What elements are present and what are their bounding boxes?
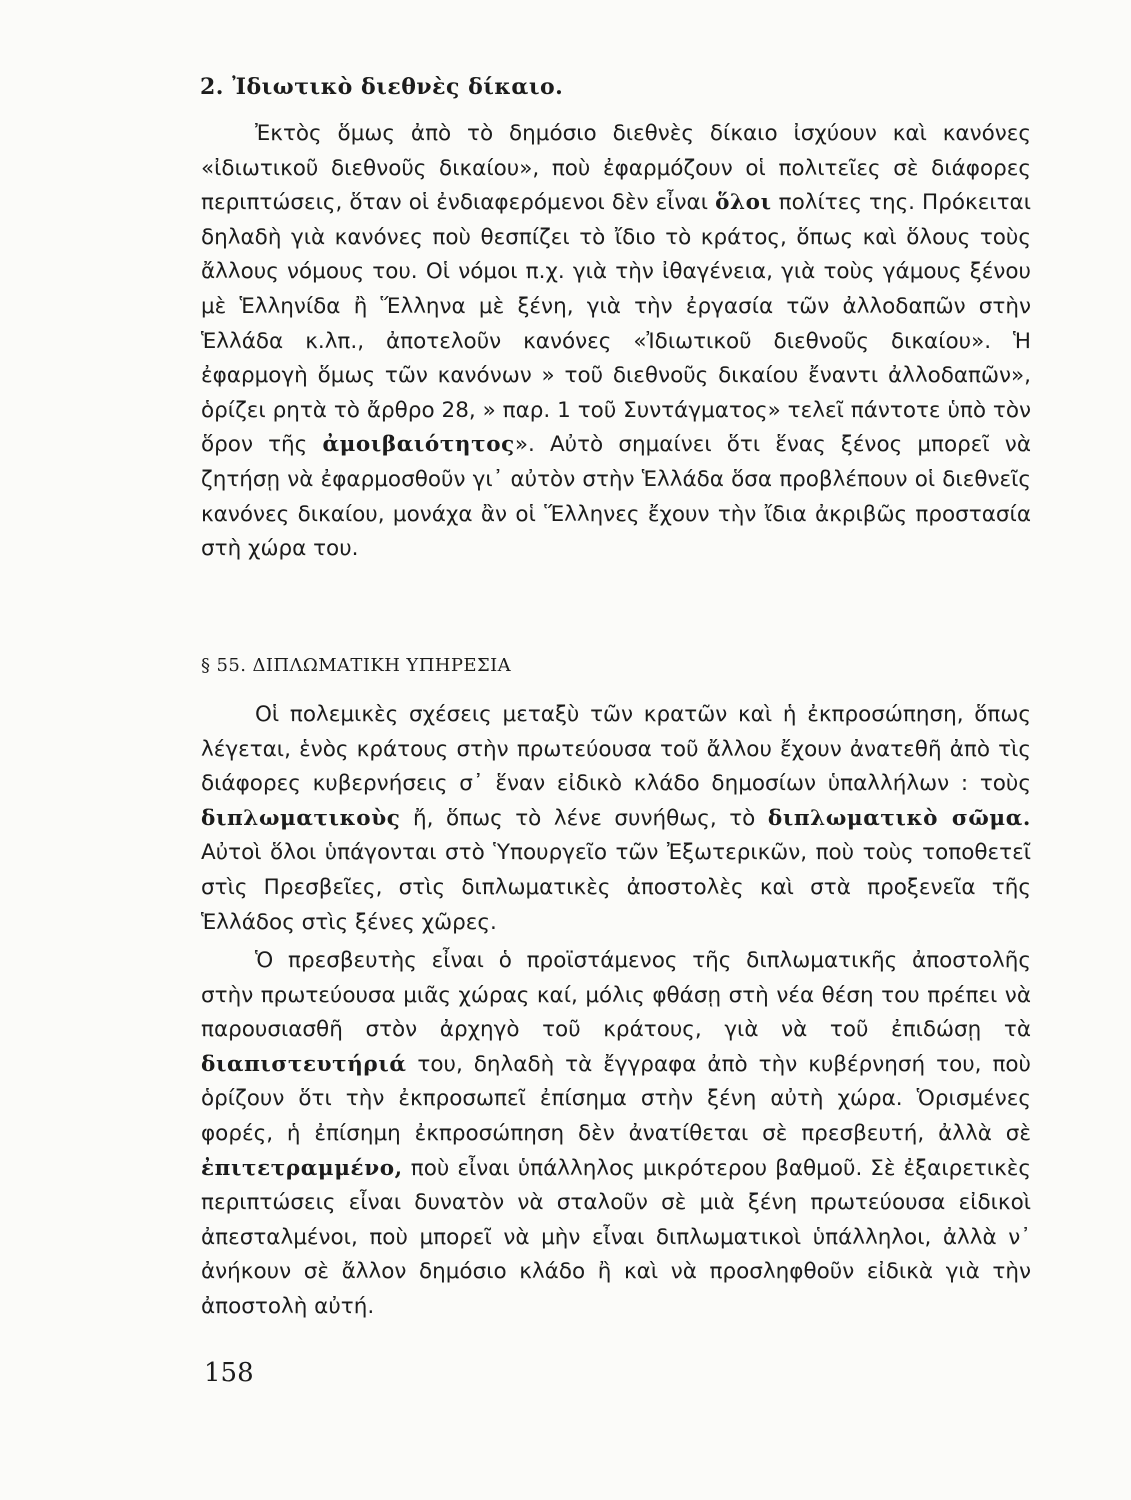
- paragraph-text: Οἱ πολεμικὲς σχέσεις μεταξὺ τῶν κρατῶν καὶ ἡ ἐκπροσώπηση, ὅπως λέγεται, ἑνὸς κράτους στὴν πρωτεύουσα τοῦ ἄλλου ἔχουν ἀνατεθῆ ἀπὸ τὶς διάφορες κυβερνήσεις σ᾽ ἕναν εἰδικὸ κλάδο δημοσίων ὑπαλλήλων : τοὺς: [201, 702, 1031, 797]
- paragraph-text: ». Αὐτὸ σημαίνει ὅτι ἕνας ξένος μπορεῖ νὰ ζητήσῃ νὰ ἐφαρμοσθοῦν γι᾽ αὐτὸν στὴν Ἑλλάδα ὅσα προβλέπουν οἱ διεθνεῖς κανόνες δικαίου, μονάχα ἂν οἱ Ἕλληνες ἔχουν τὴν ἴδια ἀκριβῶς προστασία στὴ χώρα του.: [201, 432, 1031, 562]
- paragraph-text: Ἐκτὸς ὅμως ἀπὸ τὸ δημόσιο διεθνὲς δίκαιο ἰσχύουν καὶ κανόνες «ἰδιωτικοῦ διεθνοῦς δικαίου», ποὺ ἐφαρμόζουν οἱ πολιτεῖες σὲ διάφορες περιπτώσεις, ὅταν οἱ ἐνδιαφερόμενοι δὲν εἶναι: [201, 121, 1031, 216]
- paragraph-text: Ὁ πρεσβευτὴς εἶναι ὁ προϊστάμενος τῆς διπλωματικῆς ἀποστολῆς στὴν πρωτεύουσα μιᾶς χώρας καί, μόλις φθάσῃ στὴ νέα θέση του πρέπει νὰ παρουσιασθῆ στὸν ἀρχηγὸ τοῦ κράτους, γιὰ νὰ τοῦ ἐπιδώσῃ τὰ: [201, 948, 1031, 1043]
- emphasis-text: διαπιστευτήριά: [201, 1051, 407, 1077]
- emphasis-text: διπλωματικὸ σῶμα.: [767, 805, 1031, 831]
- paragraph-ambassador: [201, 944, 1031, 1325]
- paragraph-text: πολίτες της. Πρόκειται δηλαδὴ γιὰ κανόνες ποὺ θεσπίζει τὸ ἴδιο τὸ κράτος, ὅπως καὶ ὅλους τοὺς ἄλλους νόμους του. Οἱ νόμοι π.χ. γιὰ τὴν ἰθαγένεια, γιὰ τοὺς γάμους ξένου μὲ Ἑλληνίδα ἢ Ἕλληνα μὲ ξένη, γιὰ τὴν ἐργασία τῶν ἀλλοδαπῶν στὴν Ἑλλάδα κ.λπ., ἀποτελοῦν κανόνες «Ἰδιωτικοῦ διεθνοῦς δικαίου». Ἡ ἐφαρμογὴ ὅμως τῶν κανόνων » τοῦ διεθνοῦς δικαίου ἔναντι ἀλλοδαπῶν», ὁρίζει ρητὰ τὸ ἄρθρο 28, » παρ. 1 τοῦ Συντάγματος» τελεῖ πάντοτε ὑπὸ τὸν ὅρον τῆς: [201, 190, 1031, 458]
- paragraph-text: του, δηλαδὴ τὰ ἔγγραφα ἀπὸ τὴν κυβέρνησή του, ποὺ ὁρίζουν ὅτι τὴν ἐκπροσωπεῖ ἐπίσημα στὴν ξένη αὐτὴ χώρα. Ὁρισμένες φορές, ἡ ἐπίσημη ἐκπροσώπηση δὲν ἀνατίθεται σὲ πρεσβευτή, ἀλλὰ σὲ: [201, 1051, 1031, 1146]
- page-number: 158: [204, 1358, 254, 1388]
- section-title: § 55. ΔΙΠΛΩΜΑΤΙΚΗ ΥΠΗΡΕΣΙΑ: [201, 655, 511, 676]
- paragraph-diplomatic-corps: [201, 698, 1031, 940]
- emphasis-text: ἀμοιβαιότητος: [322, 432, 515, 458]
- section-heading: [200, 74, 563, 100]
- paragraph-text: ποὺ εἶναι ὑπάλληλος μικρότερου βαθμοῦ. Σὲ ἐξαιρετικὲς περιπτώσεις εἶναι δυνατὸν νὰ σταλοῦν σὲ μιὰ ξένη πρωτεύουσα εἰδικοὶ ἀπεσταλμένοι, ποὺ μπορεῖ νὰ μὴν εἶναι διπλωματικοὶ ὑπάλληλοι, ἀλλὰ ν᾽ ἀνήκουν σὲ ἄλλον δημόσιο κλάδο ἢ καὶ νὰ προσληφθοῦν εἰδικὰ γιὰ τὴν ἀποστολὴ αὐτή.: [201, 1155, 1031, 1319]
- emphasis-text: ὅλοι: [715, 190, 772, 216]
- emphasis-text: ἐπιτετραμμένο,: [201, 1155, 403, 1181]
- paragraph-private-international-law: [201, 117, 1031, 567]
- section-heading-title: Ἰδιωτικὸ διεθνὲς δίκαιο.: [232, 74, 564, 100]
- paragraph-text: ἤ, ὅπως τὸ λένε συνήθως, τὸ: [400, 805, 768, 831]
- emphasis-text: διπλωματικοὺς: [201, 805, 401, 831]
- section-heading-number: 2.: [200, 74, 224, 100]
- paragraph-text: Αὐτοὶ ὅλοι ὑπάγονται στὸ Ὑπουργεῖο τῶν Ἐξωτερικῶν, ποὺ τοὺς τοποθετεῖ στὶς Πρεσβεῖες, στὶς διπλωματικὲς ἀποστολὲς καὶ στὰ προξενεῖα τῆς Ἑλλάδος στὶς ξένες χῶρες.: [201, 840, 1031, 935]
